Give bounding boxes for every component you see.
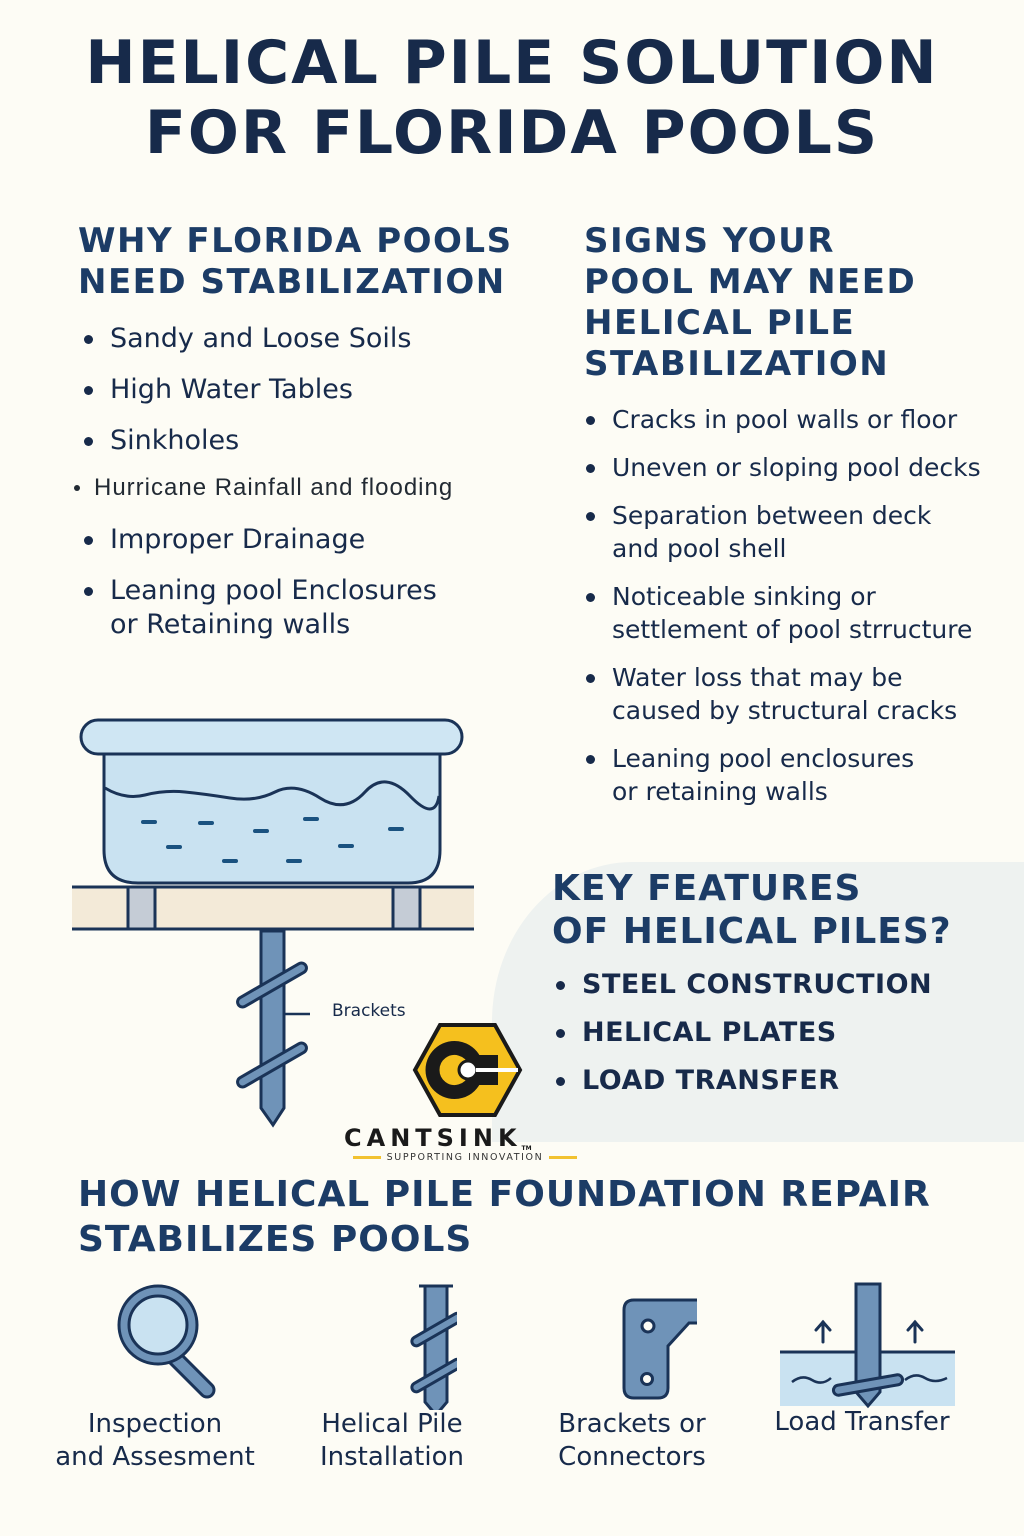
cantsink-logo bbox=[340, 1020, 590, 1165]
signs-list bbox=[580, 403, 1010, 823]
main-title-line2: FOR FLORIDA POOLS bbox=[144, 98, 880, 168]
step-installation bbox=[282, 1280, 502, 1474]
why-item: Leaning pool Enclosures or Retaining walls bbox=[78, 574, 548, 642]
logo-wordmark: CANTSINKTM bbox=[344, 1124, 532, 1152]
how-heading-line1: HOW HELICAL PILE FOUNDATION REPAIR bbox=[78, 1174, 931, 1215]
tagline-bar bbox=[549, 1156, 577, 1159]
signs-heading-line: STABILIZATION bbox=[584, 344, 890, 384]
step-load-transfer bbox=[756, 1280, 976, 1439]
why-item: Hurricane Rainfall and flooding bbox=[74, 471, 548, 505]
why-item: Improper Drainage bbox=[78, 523, 548, 557]
why-heading bbox=[78, 221, 513, 303]
step-label: Brackets or Connectors bbox=[558, 1409, 706, 1472]
key-features-list bbox=[550, 968, 1010, 1112]
step-label: Load Transfer bbox=[774, 1407, 950, 1437]
signs-item: Water loss that may be caused by structural cracks bbox=[580, 661, 1010, 727]
how-heading bbox=[78, 1172, 931, 1262]
key-features-heading-line1: KEY FEATURES bbox=[552, 868, 862, 909]
how-heading-line2: STABILIZES POOLS bbox=[78, 1219, 473, 1260]
main-title bbox=[0, 28, 1024, 168]
signs-heading-line: POOL MAY NEED bbox=[584, 262, 917, 302]
signs-item: Leaning pool enclosures or retaining walls bbox=[580, 742, 1010, 808]
key-feature-item: HELICAL PLATES bbox=[550, 1016, 1010, 1050]
step-label: Inspection and Assesment bbox=[55, 1409, 255, 1472]
logo-tagline: SUPPORTING INNOVATION bbox=[340, 1152, 590, 1163]
step-inspection bbox=[45, 1280, 265, 1474]
signs-heading bbox=[584, 221, 916, 385]
why-item: Sandy and Loose Soils bbox=[78, 322, 548, 356]
why-list bbox=[78, 322, 548, 659]
key-features-heading-line2: OF HELICAL PILES? bbox=[552, 911, 952, 952]
key-feature-item: LOAD TRANSFER bbox=[550, 1064, 1010, 1098]
step-label: Helical Pile Installation bbox=[319, 1409, 464, 1472]
magnifier-icon bbox=[90, 1280, 220, 1410]
signs-heading-line: SIGNS YOUR bbox=[584, 221, 835, 261]
hexagon-logo-icon bbox=[340, 1020, 590, 1125]
why-heading-line2: NEED STABILIZATION bbox=[78, 262, 506, 302]
pool-rim bbox=[81, 720, 462, 754]
signs-heading-line: HELICAL PILE bbox=[584, 303, 856, 343]
pool-body bbox=[104, 750, 440, 883]
bracket-left bbox=[128, 887, 155, 929]
signs-item: Uneven or sloping pool decks bbox=[580, 451, 1010, 484]
signs-item: Noticeable sinking or settlement of pool strructure bbox=[580, 580, 1010, 646]
step-brackets bbox=[522, 1280, 742, 1474]
main-title-line1: HELICAL PILE SOLUTION bbox=[85, 28, 939, 98]
why-item: Sinkholes bbox=[78, 424, 548, 458]
signs-item: Separation between deck and pool shell bbox=[580, 499, 1010, 565]
key-feature-item: STEEL CONSTRUCTION bbox=[550, 968, 1010, 1002]
helical-pile-icon bbox=[327, 1280, 457, 1410]
pile-shaft bbox=[261, 931, 284, 1125]
signs-item: Cracks in pool walls or floor bbox=[580, 403, 1010, 436]
why-heading-line1: WHY FLORIDA POOLS bbox=[78, 221, 513, 261]
tagline-bar bbox=[353, 1156, 381, 1159]
why-item: High Water Tables bbox=[78, 373, 548, 407]
brackets-label: Brackets bbox=[332, 1001, 406, 1021]
load-transfer-icon bbox=[756, 1280, 976, 1410]
bracket-right bbox=[393, 887, 420, 929]
key-features-heading bbox=[552, 867, 952, 953]
bracket-icon bbox=[567, 1280, 697, 1410]
